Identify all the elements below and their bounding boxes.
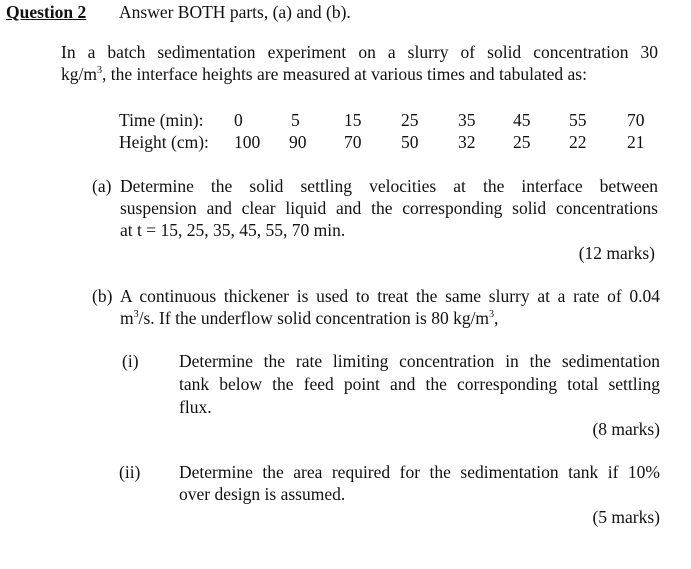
time-value: 70 <box>627 110 645 130</box>
height-value: 32 <box>458 132 476 152</box>
height-value: 70 <box>344 132 362 152</box>
time-value: 5 <box>291 110 300 130</box>
height-value: 22 <box>569 132 587 152</box>
sub-i-line-3: flux. <box>179 397 212 417</box>
part-a-label: (a) <box>92 176 112 196</box>
part-a-marks: (12 marks) <box>578 243 655 263</box>
part-a-line-3: at t = 15, 25, 35, 45, 55, 70 min. <box>120 220 346 240</box>
height-value: 50 <box>401 132 419 152</box>
part-b-line-1: A continuous thickener is used to treat the same slurry at a rate of 0.04 <box>120 286 660 306</box>
part-b-label: (b) <box>92 286 113 306</box>
unit-text: kg/m <box>61 64 97 84</box>
time-value: 35 <box>458 110 476 130</box>
comma: , <box>494 308 499 328</box>
part-a-line-2: suspension and clear liquid and the corresponding solid concentrations <box>120 198 658 218</box>
question-instruction: Answer BOTH parts, (a) and (b). <box>119 2 351 22</box>
time-value: 0 <box>234 110 243 130</box>
question-label: Question 2 <box>6 2 87 22</box>
time-value: 55 <box>569 110 587 130</box>
sub-i-line-1: Determine the rate limiting concentration in the sedimentation <box>179 351 660 371</box>
time-label: Time (min): <box>119 110 204 130</box>
unit-text: m <box>120 308 134 328</box>
height-value: 90 <box>289 132 307 152</box>
time-value: 15 <box>344 110 362 130</box>
intro-line-2 <box>61 64 587 85</box>
height-value: 21 <box>627 132 645 152</box>
intro-line-2-rest: , the interface heights are measured at various times and tabulated as: <box>101 64 587 84</box>
sub-i-label: (i) <box>122 351 139 371</box>
sub-ii-line-2: over design is assumed. <box>179 484 346 504</box>
time-value: 25 <box>401 110 419 130</box>
sub-i-marks: (8 marks) <box>592 419 660 439</box>
sub-ii-line-1: Determine the area required for the sedimentation tank if 10% <box>179 462 660 482</box>
superscript: 3 <box>133 309 139 320</box>
height-label: Height (cm): <box>119 132 209 152</box>
part-b-line-2-text: /s. If the underflow solid concentration is 80 kg/m <box>138 308 490 328</box>
height-value: 100 <box>234 132 261 152</box>
intro-line-1: In a batch sedimentation experiment on a slurry of solid concentration 30 <box>61 42 658 62</box>
sub-ii-label: (ii) <box>119 462 141 482</box>
part-a-line-1: Determine the solid settling velocities at the interface between <box>120 176 658 196</box>
sub-ii-marks: (5 marks) <box>592 507 660 527</box>
sub-i-line-2: tank below the feed point and the corresponding total settling <box>179 374 660 394</box>
time-value: 45 <box>513 110 531 130</box>
superscript: 3 <box>489 309 495 320</box>
height-value: 25 <box>513 132 531 152</box>
part-b-line-2 <box>120 308 498 329</box>
superscript: 3 <box>96 65 102 76</box>
